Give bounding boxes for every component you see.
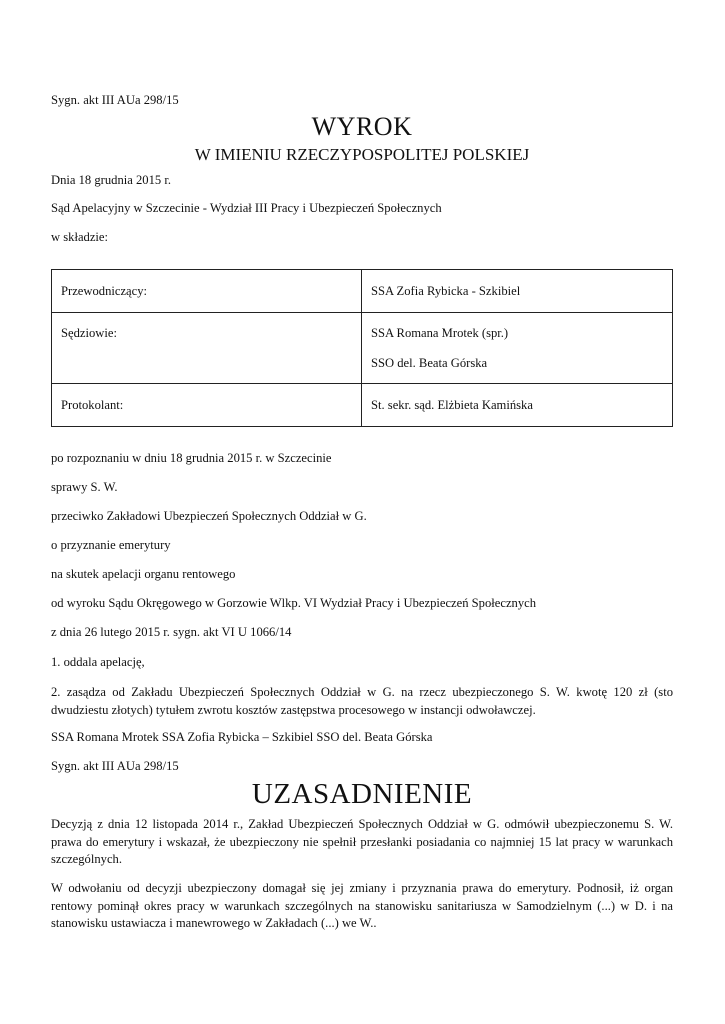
judgment-date: Dnia 18 grudnia 2015 r. <box>51 173 171 187</box>
proceedings-line: o przyznanie emerytury <box>51 538 171 552</box>
proceedings-line: sprawy S. W. <box>51 480 118 494</box>
role-label: Sędziowie: <box>61 326 117 340</box>
composition-table <box>51 269 673 427</box>
court-name: Sąd Apelacyjny w Szczecinie - Wydział III Pracy i Ubezpieczeń Społecznych <box>51 201 442 215</box>
justification-paragraph-2: W odwołaniu od decyzji ubezpieczony domagał się jej zmiany i przyznania prawa do emerytury. Podnosił, iż organ rentowy pominął okres pracy w warunkach szczególnych na stanowisku sanitariusza w Samodzielnym (...) w D. i na stanowisku ustawiacza i manewrowego w Zakładach (...) we W.. <box>51 881 673 930</box>
judgment-title: WYROK <box>311 112 413 141</box>
role-cell <box>52 270 362 313</box>
names-cell <box>362 384 673 427</box>
names-cell <box>362 313 673 384</box>
proceedings-line: przeciwko Zakładowi Ubezpieczeń Społecznych Oddział w G. <box>51 509 367 523</box>
proceedings-line: na skutek apelacji organu rentowego <box>51 567 236 581</box>
proceedings-line: po rozpoznaniu w dniu 18 grudnia 2015 r. w Szczecinie <box>51 451 332 465</box>
judge-name: SSA Romana Mrotek (spr.) <box>371 326 509 340</box>
justification-title: UZASADNIENIE <box>251 778 473 810</box>
proceedings-line: z dnia 26 lutego 2015 r. sygn. akt VI U 1066/14 <box>51 625 292 639</box>
justification-signature: Sygn. akt III AUa 298/15 <box>51 759 179 773</box>
ruling-item-1: 1. oddala apelację, <box>51 655 145 669</box>
signatories: SSA Romana Mrotek SSA Zofia Rybicka – Szkibiel SSO del. Beata Górska <box>51 730 433 744</box>
proceedings-line: od wyroku Sądu Okręgowego w Gorzowie Wlkp. VI Wydział Pracy i Ubezpieczeń Społecznych <box>51 596 537 610</box>
role-label: Przewodniczący: <box>61 284 148 298</box>
table-row <box>52 313 673 384</box>
case-signature: Sygn. akt III AUa 298/15 <box>51 93 179 107</box>
names-cell <box>362 270 673 313</box>
judge-name: SSO del. Beata Górska <box>371 356 488 370</box>
table-row <box>52 270 673 313</box>
judge-name: SSA Zofia Rybicka - Szkibiel <box>371 284 521 298</box>
ruling-item-2: 2. zasądza od Zakładu Ubezpieczeń Społecznych Oddział w G. na rzecz ubezpieczonego S. W. kwotę 120 zł (sto dwudziestu złotych) tytułem zwrotu kosztów zastępstwa procesowego w instancji odwoławczej. <box>51 685 673 717</box>
judgment-subtitle: W IMIENIU RZECZYPOSPOLITEJ POLSKIEJ <box>194 145 530 164</box>
role-cell <box>52 384 362 427</box>
role-label: Protokolant: <box>61 398 124 412</box>
clerk-name: St. sekr. sąd. Elżbieta Kamińska <box>371 398 533 412</box>
justification-paragraph-1: Decyzją z dnia 12 listopada 2014 r., Zakład Ubezpieczeń Społecznych Oddział w G. odmówił ubezpieczonemu S. W. prawa do emerytury i wskazał, że ubezpieczony nie spełnił przesłanki posiadania co najmniej 15 lat pracy w warunkach szczególnych. <box>51 817 673 866</box>
role-cell <box>52 313 362 384</box>
composition-intro: w składzie: <box>51 230 109 244</box>
table-row <box>52 384 673 427</box>
